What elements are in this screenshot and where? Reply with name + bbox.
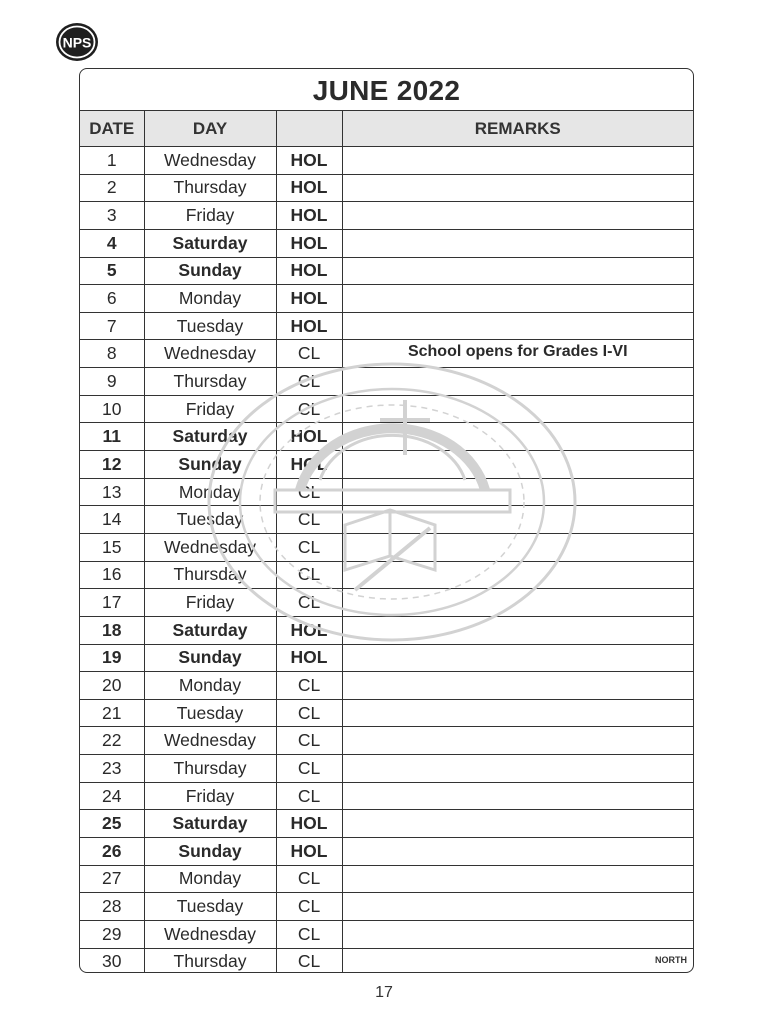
- table-row: [80, 174, 693, 202]
- status-cell: CL: [276, 395, 342, 423]
- remark-cell: [342, 285, 693, 313]
- remark-cell: [342, 589, 693, 617]
- table-row: [80, 202, 693, 230]
- remark-cell: [342, 147, 693, 175]
- status-cell: CL: [276, 865, 342, 893]
- day-cell: Monday: [144, 478, 276, 506]
- status-cell: HOL: [276, 285, 342, 313]
- table-row: [80, 755, 693, 783]
- calendar-table: [80, 111, 693, 973]
- table-row: [80, 285, 693, 313]
- date-cell: 17: [80, 589, 144, 617]
- remark-cell: [342, 672, 693, 700]
- table-row: [80, 506, 693, 534]
- date-cell: 5: [80, 257, 144, 285]
- status-cell: HOL: [276, 423, 342, 451]
- day-cell: Wednesday: [144, 147, 276, 175]
- remark-cell: [342, 506, 693, 534]
- status-cell: HOL: [276, 257, 342, 285]
- status-cell: HOL: [276, 810, 342, 838]
- remark-cell: [342, 202, 693, 230]
- status-cell: CL: [276, 782, 342, 810]
- remark-cell: [342, 893, 693, 921]
- table-row: [80, 423, 693, 451]
- date-cell: 22: [80, 727, 144, 755]
- status-cell: CL: [276, 368, 342, 396]
- status-cell: HOL: [276, 838, 342, 866]
- status-cell: CL: [276, 561, 342, 589]
- table-row: [80, 920, 693, 948]
- status-cell: CL: [276, 727, 342, 755]
- date-cell: 28: [80, 893, 144, 921]
- remark-cell: [342, 229, 693, 257]
- remark-cell: [342, 782, 693, 810]
- day-cell: Sunday: [144, 838, 276, 866]
- day-cell: Thursday: [144, 174, 276, 202]
- date-cell: 26: [80, 838, 144, 866]
- remarks-header: REMARKS: [342, 111, 693, 147]
- date-header: DATE: [80, 111, 144, 147]
- table-row: [80, 368, 693, 396]
- day-cell: Friday: [144, 782, 276, 810]
- date-cell: 3: [80, 202, 144, 230]
- day-cell: Sunday: [144, 644, 276, 672]
- day-cell: Thursday: [144, 368, 276, 396]
- table-row: [80, 312, 693, 340]
- north-tag: NORTH: [655, 955, 687, 966]
- remark-cell: [342, 838, 693, 866]
- day-cell: Thursday: [144, 755, 276, 783]
- status-cell: CL: [276, 920, 342, 948]
- date-cell: 12: [80, 451, 144, 479]
- date-cell: 18: [80, 616, 144, 644]
- status-cell: CL: [276, 589, 342, 617]
- date-cell: 30: [80, 948, 144, 973]
- day-cell: Tuesday: [144, 699, 276, 727]
- date-cell: 23: [80, 755, 144, 783]
- date-cell: 8: [80, 340, 144, 368]
- table-row: [80, 838, 693, 866]
- table-row: [80, 699, 693, 727]
- day-cell: Thursday: [144, 561, 276, 589]
- date-cell: 11: [80, 423, 144, 451]
- status-cell: CL: [276, 699, 342, 727]
- date-cell: 2: [80, 174, 144, 202]
- status-cell: HOL: [276, 174, 342, 202]
- page-number: 17: [375, 984, 393, 1001]
- table-row: [80, 395, 693, 423]
- table-row: [80, 782, 693, 810]
- status-cell: CL: [276, 506, 342, 534]
- table-row: [80, 229, 693, 257]
- day-cell: Friday: [144, 589, 276, 617]
- status-cell: CL: [276, 533, 342, 561]
- calendar-card: [79, 68, 694, 973]
- table-row: [80, 893, 693, 921]
- table-row: [80, 865, 693, 893]
- day-cell: Wednesday: [144, 533, 276, 561]
- day-cell: Tuesday: [144, 893, 276, 921]
- status-cell: HOL: [276, 644, 342, 672]
- nps-logo: [55, 22, 99, 62]
- remark-cell: [342, 699, 693, 727]
- logo-text: NPS: [62, 34, 92, 51]
- day-cell: Monday: [144, 865, 276, 893]
- header-row: [80, 111, 693, 147]
- day-cell: Sunday: [144, 451, 276, 479]
- table-row: [80, 451, 693, 479]
- date-cell: 10: [80, 395, 144, 423]
- status-cell: HOL: [276, 312, 342, 340]
- table-row: [80, 727, 693, 755]
- remark-cell: [342, 174, 693, 202]
- day-cell: Sunday: [144, 257, 276, 285]
- remark-cell: [342, 644, 693, 672]
- date-cell: 21: [80, 699, 144, 727]
- table-row: [80, 340, 693, 368]
- remark-cell: [342, 810, 693, 838]
- status-cell: CL: [276, 672, 342, 700]
- remark-cell: [342, 561, 693, 589]
- remark-cell: [342, 920, 693, 948]
- table-row: [80, 672, 693, 700]
- day-cell: Monday: [144, 672, 276, 700]
- date-cell: 24: [80, 782, 144, 810]
- remark-cell: [342, 865, 693, 893]
- date-cell: 7: [80, 312, 144, 340]
- date-cell: 25: [80, 810, 144, 838]
- day-cell: Saturday: [144, 616, 276, 644]
- day-cell: Saturday: [144, 810, 276, 838]
- day-cell: Tuesday: [144, 506, 276, 534]
- remark-cell: [342, 616, 693, 644]
- remark-cell: [342, 755, 693, 783]
- status-cell: HOL: [276, 202, 342, 230]
- day-header: DAY: [144, 111, 276, 147]
- date-cell: 15: [80, 533, 144, 561]
- table-row: [80, 616, 693, 644]
- date-cell: 13: [80, 478, 144, 506]
- table-row: [80, 478, 693, 506]
- day-cell: Monday: [144, 285, 276, 313]
- remark-text: School opens for Grades I-VI: [407, 343, 628, 361]
- table-row: [80, 561, 693, 589]
- table-row: [80, 589, 693, 617]
- status-cell: HOL: [276, 451, 342, 479]
- table-row: [80, 533, 693, 561]
- status-cell: CL: [276, 755, 342, 783]
- table-row: [80, 948, 693, 973]
- status-cell: CL: [276, 948, 342, 973]
- remark-cell: [342, 423, 693, 451]
- status-cell: HOL: [276, 147, 342, 175]
- day-cell: Wednesday: [144, 727, 276, 755]
- remark-cell: [342, 257, 693, 285]
- day-cell: Saturday: [144, 423, 276, 451]
- remark-cell: [342, 368, 693, 396]
- table-row: [80, 644, 693, 672]
- remark-cell: [342, 395, 693, 423]
- remark-cell: [342, 340, 693, 368]
- day-cell: Thursday: [144, 948, 276, 973]
- day-cell: Wednesday: [144, 920, 276, 948]
- remark-cell: [342, 533, 693, 561]
- day-cell: Tuesday: [144, 312, 276, 340]
- date-cell: 4: [80, 229, 144, 257]
- day-cell: Friday: [144, 202, 276, 230]
- table-row: [80, 257, 693, 285]
- remark-cell: [342, 312, 693, 340]
- day-cell: Wednesday: [144, 340, 276, 368]
- date-cell: 1: [80, 147, 144, 175]
- date-cell: 29: [80, 920, 144, 948]
- table-row: [80, 810, 693, 838]
- date-cell: 6: [80, 285, 144, 313]
- day-cell: Saturday: [144, 229, 276, 257]
- status-header: [276, 111, 342, 147]
- date-cell: 19: [80, 644, 144, 672]
- date-cell: 27: [80, 865, 144, 893]
- remark-cell: [342, 727, 693, 755]
- status-cell: CL: [276, 893, 342, 921]
- date-cell: 9: [80, 368, 144, 396]
- remark-cell: [342, 451, 693, 479]
- date-cell: 14: [80, 506, 144, 534]
- status-cell: CL: [276, 340, 342, 368]
- remark-cell: [342, 478, 693, 506]
- status-cell: CL: [276, 478, 342, 506]
- date-cell: 16: [80, 561, 144, 589]
- status-cell: HOL: [276, 229, 342, 257]
- date-cell: 20: [80, 672, 144, 700]
- day-cell: Friday: [144, 395, 276, 423]
- table-row: [80, 147, 693, 175]
- remark-cell: [342, 948, 693, 973]
- month-title: JUNE 2022: [80, 69, 693, 111]
- status-cell: HOL: [276, 616, 342, 644]
